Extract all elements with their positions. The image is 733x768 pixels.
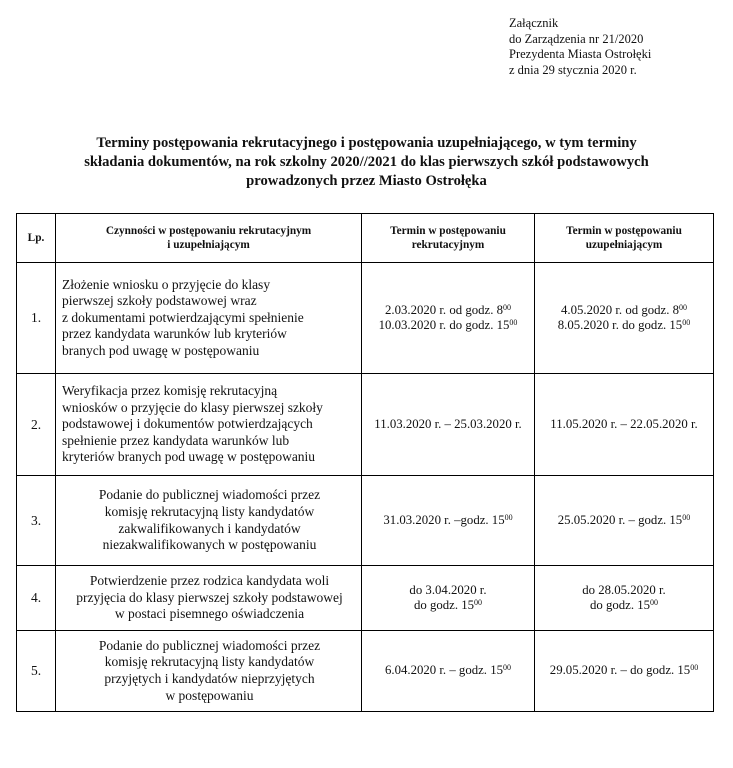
header-lp: Lp. bbox=[17, 214, 56, 263]
annex-line: z dnia 29 stycznia 2020 r. bbox=[509, 62, 637, 77]
row-recruitment-term: 2.03.2020 r. od godz. $8^{00}$ 10.03.2020 r. do godz. $15^{00}$ bbox=[362, 263, 535, 374]
row-supplementary-term: 4.05.2020 r. od godz. $8^{00}$ 8.05.2020 r. do godz. $15^{00}$ bbox=[535, 263, 714, 374]
annex-line: do Zarządzenia nr 21/2020 bbox=[509, 31, 644, 46]
header-recruitment-term: Termin w postępowaniu rekrutacyjnym bbox=[362, 214, 535, 263]
row-activity: Potwierdzenie przez rodzica kandydata woli przyjęcia do klasy pierwszej szkoły podstawowej w postaci pisemnego oświadczenia bbox=[56, 566, 362, 631]
title-line: Terminy postępowania rekrutacyjnego i postępowania uzupełniającego, w tym terminy bbox=[96, 135, 637, 151]
annex-line: Prezydenta Miasta Ostrołęki bbox=[509, 47, 652, 61]
row-recruitment-term: 11.03.2020 r. – 25.03.2020 r. bbox=[362, 374, 535, 476]
row-recruitment-term: do 3.04.2020 r. do godz. $15^{00}$ bbox=[362, 566, 535, 631]
row-recruitment-term: 31.03.2020 r. –godz. $15^{00}$ bbox=[362, 476, 535, 566]
schedule-table bbox=[16, 213, 714, 712]
row-number: 1. bbox=[17, 263, 56, 374]
row-supplementary-term: 11.05.2020 r. – 22.05.2020 r. bbox=[535, 374, 714, 476]
row-activity: Podanie do publicznej wiadomości przez komisję rekrutacyjną listy kandydatów zakwalifikowanych i kandydatów niezakwalifikowanych w postępowaniu bbox=[56, 476, 362, 566]
row-activity: Podanie do publicznej wiadomości przez komisję rekrutacyjną listy kandydatów przyjętych i kandydatów nieprzyjętych w postępowaniu bbox=[56, 631, 362, 712]
table-row bbox=[17, 374, 714, 476]
row-number: 5. bbox=[17, 631, 56, 712]
row-number: 4. bbox=[17, 566, 56, 631]
document-title bbox=[20, 134, 713, 191]
row-supplementary-term: 29.05.2020 r. – do godz. $15^{00}$ bbox=[535, 631, 714, 712]
row-supplementary-term: 25.05.2020 r. – godz. $15^{00}$ bbox=[535, 476, 714, 566]
header-activity: Czynności w postępowaniu rekrutacyjnym i uzupełniającym bbox=[56, 214, 362, 263]
table-row bbox=[17, 631, 714, 712]
row-activity: Weryfikacja przez komisję rekrutacyjną wniosków o przyjęcie do klasy pierwszej szkoły podstawowej i dokumentów potwierdzających spełnienie przez kandydata warunków lub kryteriów branych pod uwagę w postępowaniu bbox=[56, 374, 362, 476]
row-number: 2. bbox=[17, 374, 56, 476]
table-row bbox=[17, 476, 714, 566]
row-supplementary-term: do 28.05.2020 r. do godz. $15^{00}$ bbox=[535, 566, 714, 631]
row-recruitment-term: 6.04.2020 r. – godz. $15^{00}$ bbox=[362, 631, 535, 712]
header-supplementary-term: Termin w postępowaniu uzupełniającym bbox=[535, 214, 714, 263]
annex-header bbox=[509, 16, 651, 78]
table-header-row bbox=[17, 214, 714, 263]
table-row bbox=[17, 566, 714, 631]
row-number: 3. bbox=[17, 476, 56, 566]
title-line: składania dokumentów, na rok szkolny 2020//2021 do klas pierwszych szkół podstawowych bbox=[84, 154, 649, 170]
row-activity: Złożenie wniosku o przyjęcie do klasy pierwszej szkoły podstawowej wraz z dokumentami potwierdzającymi spełnienie przez kandydata warunków lub kryteriów branych pod uwagę w postępowaniu bbox=[56, 263, 362, 374]
table-row bbox=[17, 263, 714, 374]
title-line: prowadzonych przez Miasto Ostrołęka bbox=[246, 173, 487, 189]
annex-line: Załącznik bbox=[509, 16, 559, 30]
